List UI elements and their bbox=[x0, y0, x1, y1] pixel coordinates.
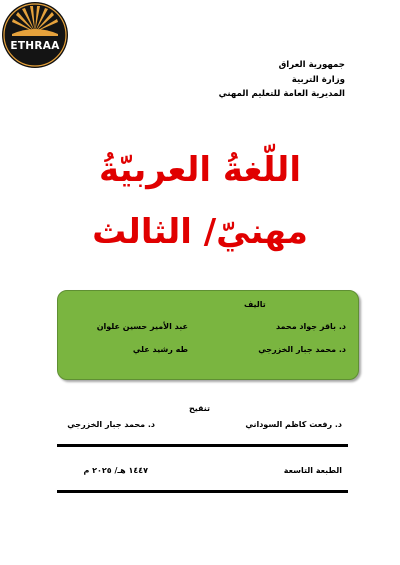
reviser-name: د. محمد جبار الخزرجي bbox=[67, 420, 155, 429]
author-name: د. باقر جواد محمد bbox=[275, 322, 346, 331]
author-name: د. محمد جبار الخزرجي bbox=[258, 345, 346, 354]
edition-text: الطبعة التاسعة bbox=[283, 466, 342, 475]
divider-bottom bbox=[57, 490, 348, 493]
issuer-header bbox=[145, 58, 345, 102]
header-directorate: المديرية العامة للتعليم المهني bbox=[218, 89, 345, 99]
logo-text: ETHRAA bbox=[10, 40, 60, 52]
reviser-name: د. رفعت كاظم السوداني bbox=[245, 420, 342, 429]
header-ministry: وزارة التربية bbox=[291, 74, 345, 85]
author-name: طه رشيد علي bbox=[132, 345, 188, 354]
author-name: عبد الأمير حسين علوان bbox=[96, 322, 188, 331]
revision-label: تنقيح bbox=[189, 404, 211, 413]
authors-box bbox=[57, 290, 359, 380]
book-subtitle: مهنيّ/ الثالث bbox=[92, 212, 308, 252]
book-title: اللّغةُ العربيّةُ bbox=[99, 150, 301, 190]
edition-year: ١٤٤٧ هـ/ ٢٠٢٥ م bbox=[83, 466, 148, 475]
divider-top bbox=[57, 444, 348, 447]
sunburst-icon bbox=[2, 2, 68, 68]
publisher-logo bbox=[2, 2, 68, 68]
header-country: جمهورية العراق bbox=[278, 60, 345, 70]
authors-label: تاليف bbox=[244, 300, 266, 309]
